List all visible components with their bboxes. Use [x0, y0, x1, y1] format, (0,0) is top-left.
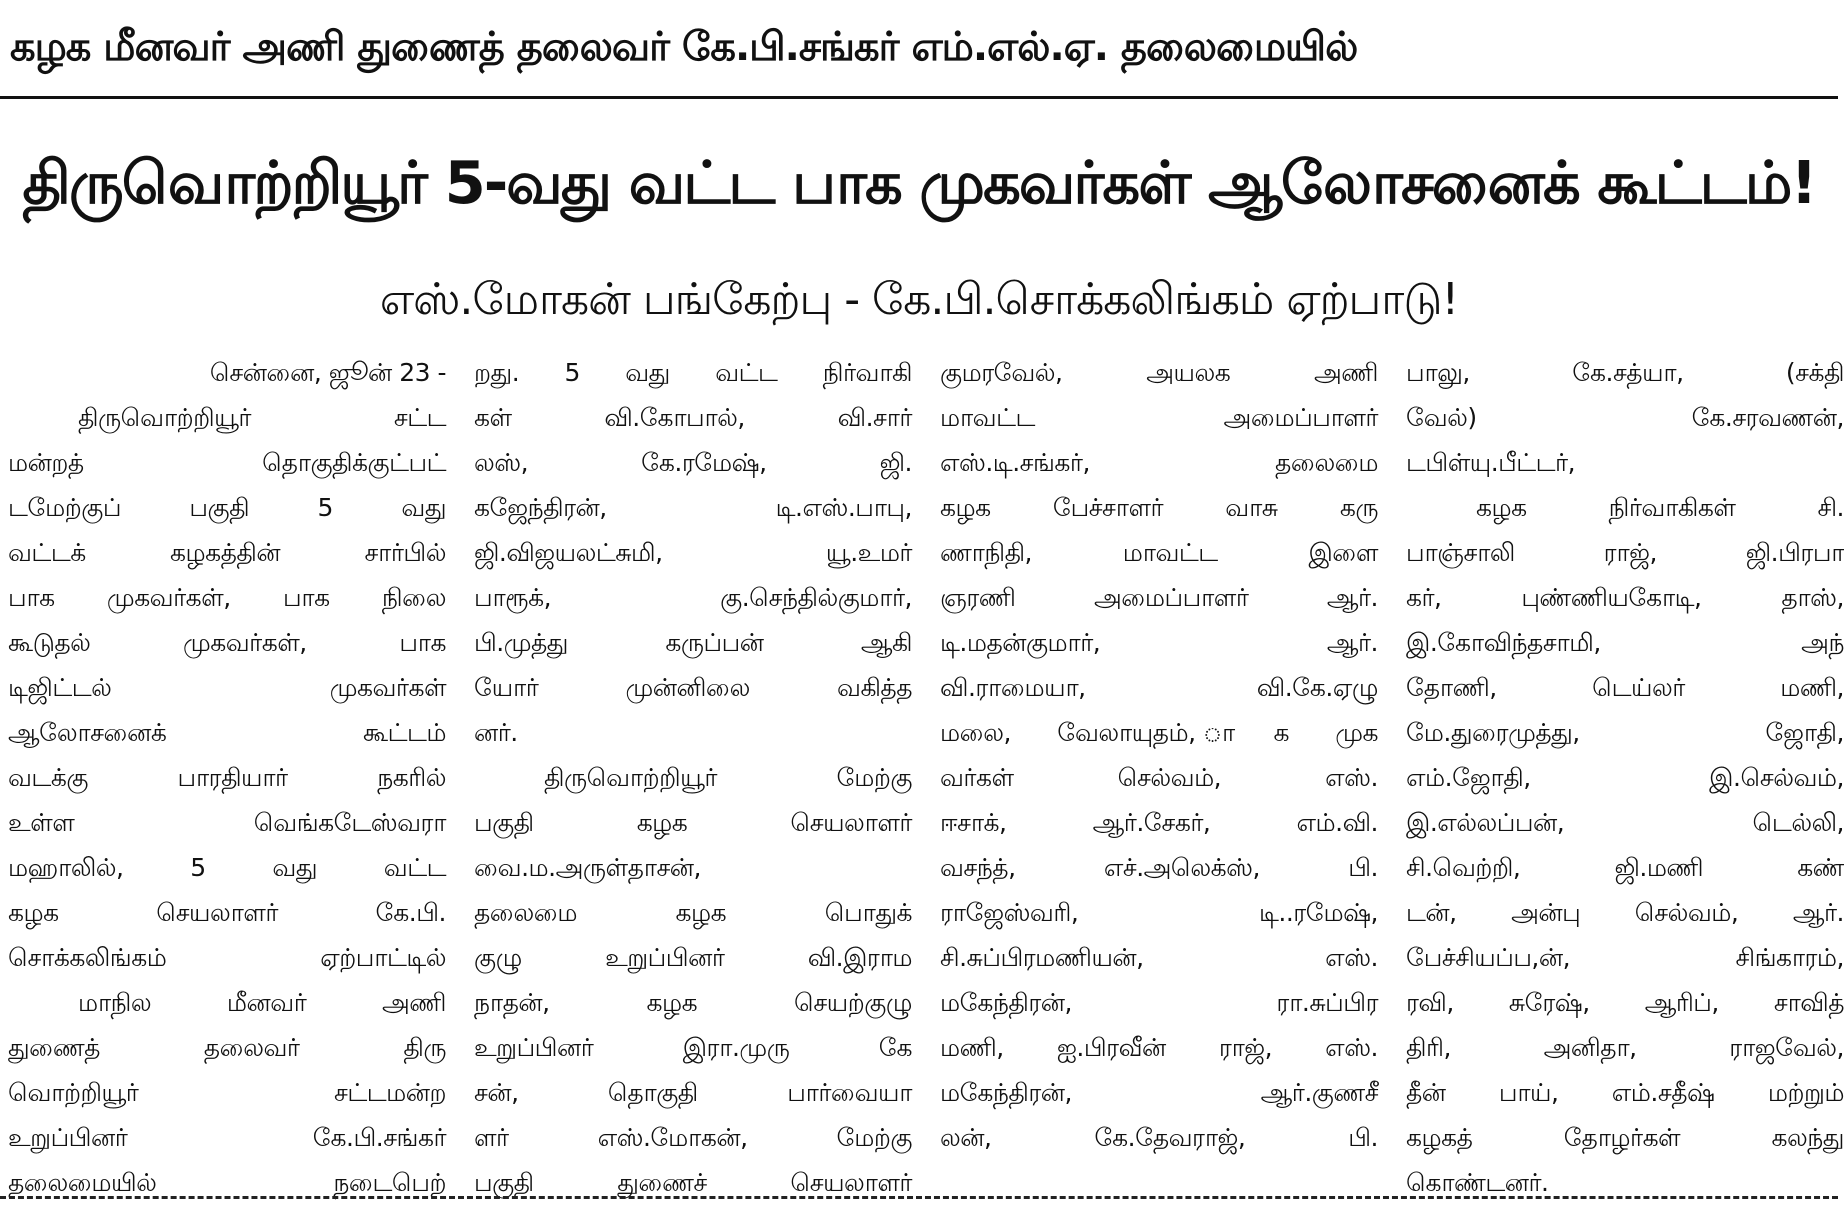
body-text-line: வட்டக் கழகத்தின் சார்பில் [8, 538, 446, 567]
body-text-line: ணாநிதி, மாவட்ட இளை [940, 538, 1378, 567]
body-text-line: மலை, வேலாயுதம், ாக முக [940, 718, 1378, 747]
body-text-line: கொண்டனர். [1406, 1168, 1549, 1197]
body-text-line: உறுப்பினர் கே.பி.சங்கர் [8, 1123, 446, 1152]
body-text-line: மே.துரைமுத்து, ஜோதி, [1406, 718, 1844, 747]
body-text-line: வொற்றியூர் சட்டமன்ற [8, 1078, 446, 1107]
body-text-line: மாநில மீனவர் அணி [78, 988, 446, 1017]
column-2 [474, 350, 912, 1197]
body-text-line: ஈசாக், ஆர்.சேகர், எம்.வி. [940, 808, 1378, 837]
body-text-line: பகுதி துணைச் செயலாளர் [474, 1168, 912, 1197]
body-text-line: எம்.ஜோதி, இ.செல்வம், [1406, 763, 1844, 792]
kicker-line: கழக மீனவர் அணி துணைத் தலைவர் கே.பி.சங்கர் எம்.எல்.ஏ. தலைமையில் [10, 24, 1358, 70]
body-text-line: வை.ம.அருள்தாசன், [474, 853, 701, 882]
body-text-line: பி.முத்து கருப்பன் ஆகி [474, 628, 912, 657]
body-text-line: கஜேந்திரன், டி.எஸ்.பாபு, [474, 493, 912, 522]
body-text-line: ஞரணி அமைப்பாளர் ஆர். [940, 583, 1378, 612]
body-text-line: தலைமை கழக பொதுக் [474, 898, 912, 927]
body-text-line: லன், கே.தேவராஜ், பி. [940, 1123, 1378, 1152]
body-text-line: வசந்த், எச்.அலெக்ஸ், பி. [940, 853, 1378, 882]
body-text-line: சன், தொகுதி பார்வையா [474, 1078, 912, 1107]
column-1 [8, 350, 446, 1197]
body-text-line: திருவொற்றியூர் சட்ட [78, 403, 446, 432]
body-text-line: பாஞ்சாலி ராஜ், ஜி.பிரபா [1406, 538, 1844, 567]
body-text-line: மன்றத் தொகுதிக்குட்பட் [8, 448, 446, 477]
body-text-line: கழகத் தோழர்கள் கலந்து [1406, 1123, 1844, 1152]
body-text-line: ரவி, சுரேஷ், ஆரிப், சாவித் [1406, 988, 1844, 1017]
body-text-line: சி.வெற்றி, ஜி.மணி கண் [1406, 853, 1844, 882]
body-text-line: சி.சுப்பிரமணியன், எஸ். [940, 943, 1378, 972]
bottom-dashed-rule [0, 1196, 1838, 1199]
body-text-line: கள் வி.கோபால், வி.சார் [474, 403, 912, 432]
body-text-line: பாலு, கே.சத்யா, (சக்தி [1406, 358, 1844, 387]
body-text-line: ஆலோசனைக் கூட்டம் [8, 718, 446, 747]
body-text-line: ஜி.விஜயலட்சுமி, யூ.உமர் [474, 538, 912, 567]
body-text-line: றது. 5 வது வட்ட நிர்வாகி [474, 358, 912, 387]
body-text-line: னர். [474, 718, 518, 747]
body-text-line: பாக முகவர்கள், பாக நிலை [8, 583, 446, 612]
body-text-line: சென்னை, ஜூன் 23 - [209, 358, 446, 387]
body-text-line: உள்ள வெங்கடேஸ்வரா [8, 808, 446, 837]
body-text-line: லஸ், கே.ரமேஷ், ஜி. [474, 448, 912, 477]
subheadline: எஸ்.மோகன் பங்கேற்பு - கே.பி.சொக்கலிங்கம் ஏற்பாடு! [379, 274, 1459, 325]
body-text-line: டபிள்யு.பீட்டர், [1406, 448, 1576, 477]
body-text-line: தோணி, டெய்லர் மணி, [1406, 673, 1844, 702]
body-text-line: கழக பேச்சாளர் வாசு கரு [940, 493, 1378, 522]
body-text-line: திருவொற்றியூர் மேற்கு [544, 763, 912, 792]
body-text-line: நாதன், கழக செயற்குழு [474, 988, 912, 1017]
body-text-line: பேச்சியப்ப,ன், சிங்காரம், [1406, 943, 1844, 972]
body-text-line: டமேற்குப் பகுதி 5 வது [8, 493, 446, 522]
body-text-line: மணி, ஐ.பிரவீன் ராஜ், எஸ். [940, 1033, 1378, 1062]
body-text-line: கழக செயலாளர் கே.பி. [8, 898, 446, 927]
body-text-line: எஸ்.டி.சங்கர், தலைமை [940, 448, 1378, 477]
body-text-line: டிஜிட்டல் முகவர்கள் [8, 673, 446, 702]
body-text-line: வேல்) கே.சரவணன், [1406, 403, 1844, 432]
body-text-line: பாரூக், கு.செந்தில்குமார், [474, 583, 912, 612]
body-text-line: மாவட்ட அமைப்பாளர் [940, 403, 1378, 432]
body-text-line: குழு உறுப்பினர் வி.இராம [474, 943, 912, 972]
body-text-line: துணைத் தலைவர் திரு [8, 1033, 446, 1062]
body-text-line: மகேந்திரன், ரா.சுப்பிர [940, 988, 1378, 1017]
body-text-line: தீன் பாய், எம்.சதீஷ் மற்றும் [1406, 1078, 1844, 1107]
body-columns [8, 350, 1844, 1197]
body-text-line: சொக்கலிங்கம் ஏற்பாட்டில் [8, 943, 446, 972]
body-text-line: வி.ராமையா, வி.கே.ஏழு [940, 673, 1378, 702]
column-4 [1406, 350, 1844, 1197]
body-text-line: ளர் எஸ்.மோகன், மேற்கு [474, 1123, 912, 1152]
body-text-line: மகேந்திரன், ஆர்.குணசீ [940, 1078, 1378, 1107]
body-text-line: யோர் முன்னிலை வகித்த [474, 673, 912, 702]
body-text-line: இ.கோவிந்தசாமி, அந் [1406, 628, 1844, 657]
body-text-line: கூடுதல் முகவர்கள், பாக [8, 628, 446, 657]
body-text-line: திரி, அனிதா, ராஜவேல், [1406, 1033, 1844, 1062]
body-text-line: குமரவேல், அயலக அணி [940, 358, 1378, 387]
top-rule [0, 96, 1838, 99]
body-text-line: இ.எல்லப்பன், டெல்லி, [1406, 808, 1844, 837]
body-text-line: உறுப்பினர் இரா.முரு கே [474, 1033, 912, 1062]
column-3 [940, 350, 1378, 1160]
body-text-line: டி.மதன்குமார், ஆர். [940, 628, 1378, 657]
body-text-line: கழக நிர்வாகிகள் சி. [1476, 493, 1844, 522]
body-text-line: ராஜேஸ்வரி, டி..ரமேஷ், [940, 898, 1378, 927]
headline: திருவொற்றியூர் 5-வது வட்ட பாக முகவர்கள் ஆலோசனைக் கூட்டம்! [22, 148, 1816, 217]
body-text-line: வடக்கு பாரதியார் நகரில் [8, 763, 446, 792]
body-text-line: வர்கள் செல்வம், எஸ். [940, 763, 1378, 792]
body-text-line: மஹாலில், 5 வது வட்ட [8, 853, 446, 882]
body-text-line: டன், அன்பு செல்வம், ஆர். [1406, 898, 1844, 927]
body-text-line: பகுதி கழக செயலாளர் [474, 808, 912, 837]
body-text-line: கர், புண்ணியகோடி, தாஸ், [1406, 583, 1844, 612]
body-text-line: தலைமையில் நடைபெற் [8, 1168, 446, 1197]
